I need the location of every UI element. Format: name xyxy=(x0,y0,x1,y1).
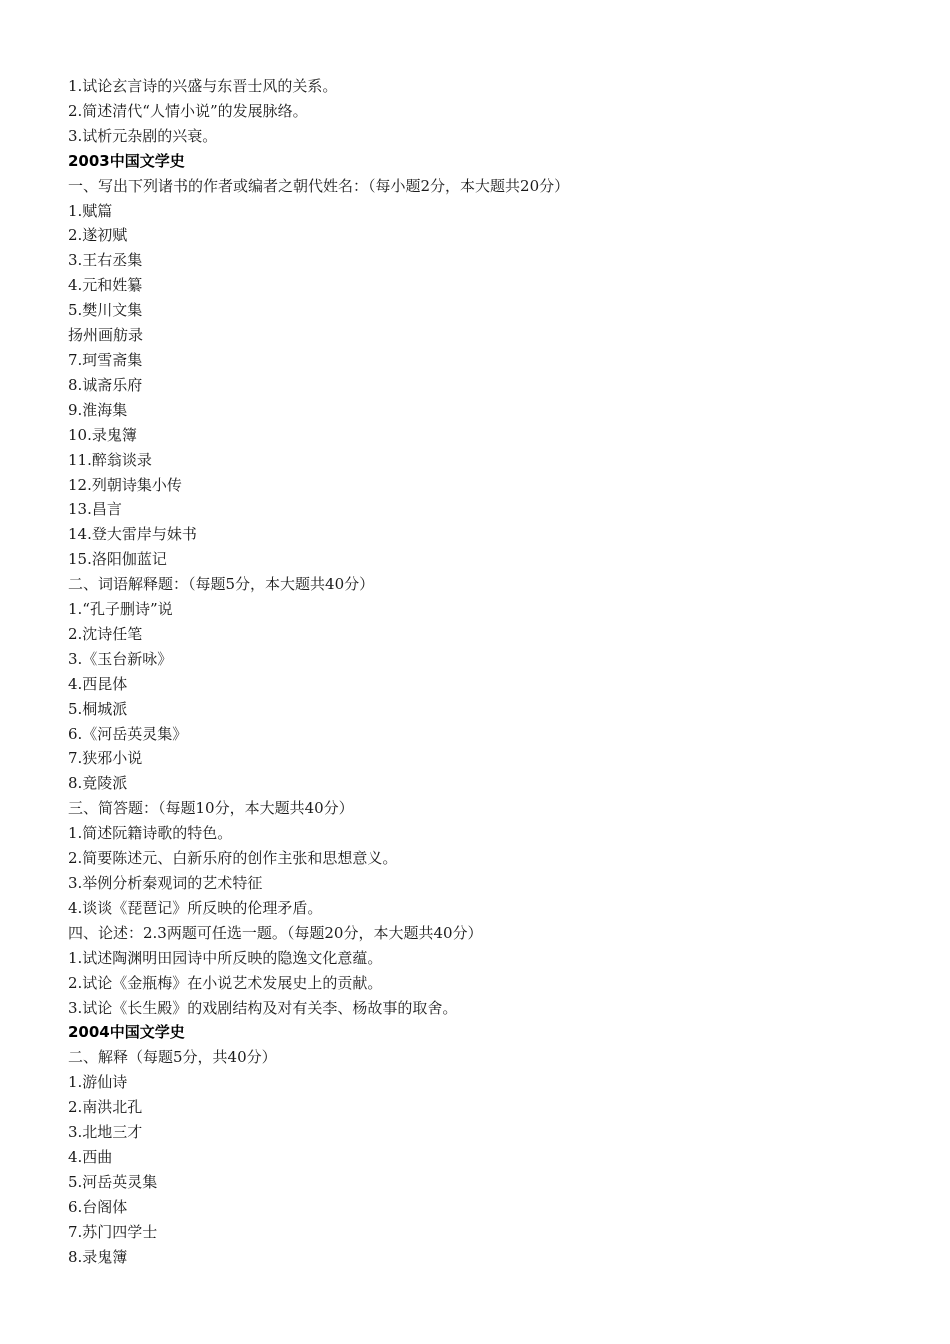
text-line: 2.遂初赋 xyxy=(68,226,128,245)
text-line: 8.录鬼簿 xyxy=(68,1247,128,1266)
text-line: 4.谈谈《琵琶记》所反映的伦理矛盾。 xyxy=(68,898,323,917)
text-line: 1.简述阮籍诗歌的特色。 xyxy=(68,824,233,843)
text-line: 1.游仙诗 xyxy=(68,1073,128,1092)
text-line: 6.台阁体 xyxy=(68,1197,128,1216)
text-line: 1.试述陶渊明田园诗中所反映的隐逸文化意蕴。 xyxy=(68,948,383,967)
text-line: 13.昌言 xyxy=(68,500,122,519)
text-line: 2.试论《金瓶梅》在小说艺术发展史上的贡献。 xyxy=(68,973,383,992)
text-line: 1.试论玄言诗的兴盛与东晋士风的关系。 xyxy=(68,77,338,95)
text-line: 2.南洪北孔 xyxy=(68,1098,143,1117)
text-line: 3.试论《长生殿》的戏剧结构及对有关李、杨故事的取舍。 xyxy=(68,998,458,1017)
text-line: 四、论述：2.3两题可任选一题。（每题20分，本大题共40分） xyxy=(68,923,483,942)
text-line: 5.樊川文集 xyxy=(68,301,143,320)
text-line: 2.简要陈述元、白新乐府的创作主张和思想意义。 xyxy=(68,849,398,868)
text-line: 7.苏门四学士 xyxy=(68,1222,158,1241)
text-line: 7.狭邪小说 xyxy=(68,749,143,768)
document-page xyxy=(68,74,908,1270)
text-line: 三、简答题：（每题10分，本大题共40分） xyxy=(68,799,354,818)
text-line: 1.赋篇 xyxy=(68,201,113,220)
text-line: 15.洛阳伽蓝记 xyxy=(68,550,167,569)
text-line: 14.登大雷岸与妹书 xyxy=(68,525,197,544)
text-line: 二、解释（每题5分，共40分） xyxy=(68,1048,277,1067)
text-line: 12.列朝诗集小传 xyxy=(68,475,182,494)
text-line: 3.王右丞集 xyxy=(68,251,143,270)
section-heading: 2004中国文学史 xyxy=(68,1023,185,1042)
text-line: 6.《河岳英灵集》 xyxy=(68,724,188,743)
text-line: 4.元和姓纂 xyxy=(68,276,143,295)
text-line: 4.西曲 xyxy=(68,1147,113,1166)
text-line: 3.举例分析秦观词的艺术特征 xyxy=(68,874,263,892)
text-line: 3.北地三才 xyxy=(68,1123,143,1142)
text-line: 3.《玉台新咏》 xyxy=(68,649,173,668)
text-line: 1.“孔子删诗”说 xyxy=(68,600,173,619)
section-heading: 2003中国文学史 xyxy=(68,151,185,170)
text-line: 扬州画舫录 xyxy=(68,326,144,345)
text-line: 2.沈诗任笔 xyxy=(68,624,143,643)
text-line: 10.录鬼簿 xyxy=(68,425,137,444)
text-line: 7.珂雪斋集 xyxy=(68,350,143,369)
text-line: 二、词语解释题：（每题5分，本大题共40分） xyxy=(68,575,375,594)
text-line: 9.淮海集 xyxy=(68,400,128,419)
text-line: 4.西昆体 xyxy=(68,674,128,693)
text-line: 一、写出下列诸书的作者或编者之朝代姓名：（每小题2分，本大题共20分） xyxy=(68,176,570,195)
text-line: 3.试析元杂剧的兴衰。 xyxy=(68,126,218,145)
text-line: 5.河岳英灵集 xyxy=(68,1172,158,1191)
text-line: 2.简述清代“人情小说”的发展脉络。 xyxy=(68,101,308,120)
text-line: 8.诚斋乐府 xyxy=(68,375,143,394)
text-line: 11.醉翁谈录 xyxy=(68,450,152,469)
text-line: 5.桐城派 xyxy=(68,699,128,718)
text-line: 8.竟陵派 xyxy=(68,774,128,793)
